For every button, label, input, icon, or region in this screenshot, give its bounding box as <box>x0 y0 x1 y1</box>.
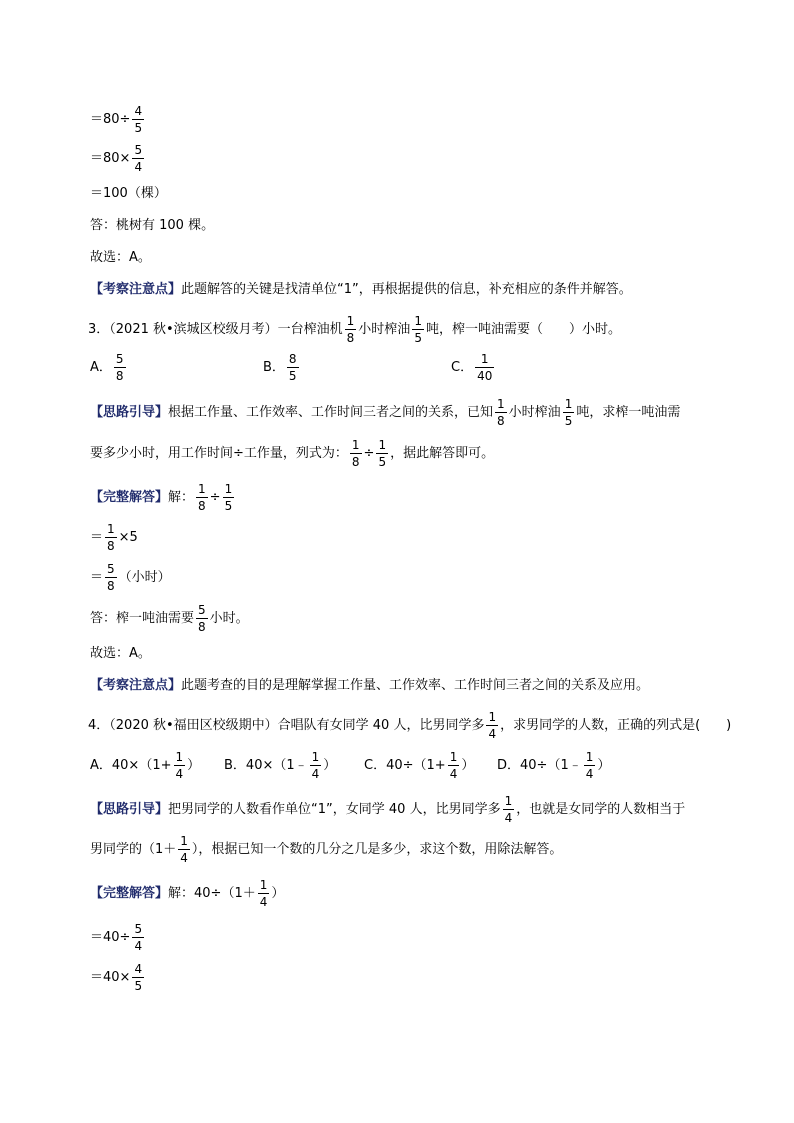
calc-text: ＝40÷ <box>90 929 131 945</box>
numerator: 1 <box>351 438 360 452</box>
solution-text: 解：40÷（1＋ <box>168 885 256 901</box>
option-c[interactable] <box>364 750 474 781</box>
numerator: 1 <box>107 522 115 536</box>
fraction <box>132 962 144 993</box>
denominator: 8 <box>351 455 360 469</box>
solution-tag: 【完整解答】 <box>90 489 169 505</box>
answer-line: 答：桃树有 100 棵。 <box>90 218 215 233</box>
numerator: 5 <box>134 143 143 157</box>
question-3-stem <box>88 314 621 345</box>
denominator: 4 <box>311 767 320 781</box>
numerator: 1 <box>504 794 513 808</box>
option-a[interactable] <box>90 750 200 781</box>
fraction <box>196 603 208 634</box>
calc-text: （小时） <box>118 569 171 585</box>
fraction <box>495 397 507 428</box>
solution-line <box>90 482 236 513</box>
denominator: 5 <box>224 499 233 513</box>
answer-line <box>90 603 249 634</box>
stem-text: 小时榨油 <box>358 321 411 337</box>
question-4-stem <box>88 710 731 741</box>
option-b[interactable] <box>263 352 301 383</box>
note-line <box>90 678 649 694</box>
stem-text: 4．（2020 秋•福田区校级期中）合唱队有女同学 40 人，比男同学多 <box>88 717 485 733</box>
option-text: B．40×（1﹣ <box>224 757 308 773</box>
fraction <box>310 750 322 781</box>
guide-text: 要多少小时，用工作时间÷工作量，列式为： <box>90 445 348 461</box>
denominator: 5 <box>414 331 422 345</box>
numerator: 1 <box>564 397 573 411</box>
fraction <box>132 922 144 953</box>
numerator: 1 <box>311 750 320 764</box>
answer-text: 答：榨一吨油需要 <box>90 610 195 626</box>
guide-text: 男同学的（1＋ <box>90 841 177 857</box>
calc-line <box>90 143 146 174</box>
solution-text: 解： <box>168 489 195 505</box>
numerator: 1 <box>480 352 489 366</box>
numerator: 1 <box>378 438 387 452</box>
denominator: 8 <box>107 579 115 593</box>
calc-line <box>90 922 146 953</box>
option-text: D．40÷（1﹣ <box>497 757 582 773</box>
calc-text: ×5 <box>118 529 138 545</box>
numerator: 1 <box>497 397 505 411</box>
numerator: 1 <box>585 750 594 764</box>
denominator: 4 <box>259 895 268 909</box>
option-text: ） <box>597 757 611 773</box>
fraction <box>114 352 126 383</box>
denominator: 5 <box>288 369 297 383</box>
denominator: 5 <box>378 455 387 469</box>
fraction <box>132 104 144 135</box>
fraction <box>486 710 498 741</box>
guide-tag: 【思路引导】 <box>90 404 169 420</box>
stem-text: ，求男同学的人数，正确的列式是( ) <box>500 717 732 733</box>
operator: ÷ <box>209 489 221 505</box>
fraction <box>178 834 190 865</box>
calc-line <box>90 104 146 135</box>
numerator: 1 <box>449 750 458 764</box>
denominator: 4 <box>488 727 497 741</box>
fraction <box>174 750 186 781</box>
note-line <box>90 282 632 298</box>
solution-line <box>90 878 284 909</box>
note-tag: 【考察注意点】 <box>90 678 182 693</box>
fraction <box>503 794 515 825</box>
fraction <box>132 143 144 174</box>
numerator: 5 <box>115 352 124 366</box>
operator: ÷ <box>363 445 375 461</box>
numerator: 5 <box>134 922 143 936</box>
calc-line <box>90 522 138 553</box>
denominator: 8 <box>115 369 124 383</box>
calc-text: ＝ <box>90 569 104 585</box>
numerator: 1 <box>175 750 184 764</box>
numerator: 5 <box>107 562 115 576</box>
stem-text: 吨，榨一吨油需要（ ）小时。 <box>425 321 621 337</box>
numerator: 1 <box>224 482 233 496</box>
option-label: A． <box>90 359 112 375</box>
note-tag: 【考察注意点】 <box>90 282 182 297</box>
fraction <box>584 750 596 781</box>
calc-text: ＝ <box>90 529 104 545</box>
guide-line <box>90 794 685 825</box>
note-text: 此题考查的目的是理解掌握工作量、工作效率、工作时间三者之间的关系及应用。 <box>181 678 650 693</box>
option-a[interactable] <box>90 352 128 383</box>
option-d[interactable] <box>497 750 610 781</box>
calc-text: ＝80× <box>90 150 131 166</box>
denominator: 8 <box>198 620 206 634</box>
numerator: 1 <box>414 314 422 328</box>
fraction <box>448 750 460 781</box>
option-text: C．40÷（1+ <box>364 757 446 773</box>
fraction <box>105 562 117 593</box>
denominator: 4 <box>449 767 458 781</box>
fraction <box>475 352 494 383</box>
calc-line <box>90 962 146 993</box>
fraction <box>258 878 270 909</box>
option-label: B． <box>263 359 285 375</box>
guide-line <box>90 397 680 428</box>
option-text: A．40×（1+ <box>90 757 172 773</box>
guide-text: ），根据已知一个数的几分之几是多少，求这个数，用除法解答。 <box>191 841 563 857</box>
numerator: 4 <box>134 104 143 118</box>
denominator: 4 <box>180 851 188 865</box>
guide-line <box>90 438 494 469</box>
fraction <box>223 482 235 513</box>
fraction <box>196 482 208 513</box>
guide-tag: 【思路引导】 <box>90 801 169 817</box>
calc-text: ＝80÷ <box>90 111 131 127</box>
option-label: C． <box>451 359 474 375</box>
fraction <box>345 314 357 345</box>
denominator: 8 <box>198 499 206 513</box>
denominator: 4 <box>134 160 143 174</box>
guide-line <box>90 834 562 865</box>
denominator: 8 <box>346 331 355 345</box>
option-text: ） <box>461 757 475 773</box>
numerator: 1 <box>488 710 497 724</box>
denominator: 4 <box>504 811 513 825</box>
calc-line <box>90 562 171 593</box>
fraction <box>350 438 362 469</box>
guide-text: 把男同学的人数看作单位“1”，女同学 40 人，比男同学多 <box>168 801 501 817</box>
denominator: 4 <box>175 767 184 781</box>
numerator: 1 <box>198 482 206 496</box>
fraction <box>563 397 575 428</box>
denominator: 8 <box>107 539 115 553</box>
guide-text: 吨，求榨一吨油需 <box>576 404 681 420</box>
note-text: 此题解答的关键是找清单位“1”，再根据提供的信息，补充相应的条件并解答。 <box>181 282 632 297</box>
denominator: 5 <box>134 979 143 993</box>
fraction <box>376 438 388 469</box>
guide-text: ，据此解答即可。 <box>390 445 495 461</box>
guide-text: ，也就是女同学的人数相当于 <box>516 801 686 817</box>
numerator: 8 <box>288 352 297 366</box>
option-text: ） <box>323 757 337 773</box>
choice-line: 故选：A。 <box>90 646 151 661</box>
guide-text: 根据工作量、工作效率、工作时间三者之间的关系，已知 <box>168 404 494 420</box>
denominator: 8 <box>497 414 505 428</box>
denominator: 4 <box>134 939 143 953</box>
fraction <box>287 352 299 383</box>
option-c[interactable] <box>451 352 496 383</box>
denominator: 5 <box>564 414 573 428</box>
fraction <box>412 314 424 345</box>
numerator: 1 <box>346 314 355 328</box>
denominator: 40 <box>477 369 493 383</box>
stem-text: 3．（2021 秋•滨城区校级月考）一台榨油机 <box>88 321 343 337</box>
solution-text: ） <box>271 885 285 901</box>
denominator: 4 <box>585 767 594 781</box>
option-b[interactable] <box>224 750 336 781</box>
answer-text: 小时。 <box>209 610 249 626</box>
calc-line: ＝100（棵） <box>90 186 167 201</box>
calc-text: ＝40× <box>90 969 131 985</box>
numerator: 1 <box>180 834 188 848</box>
numerator: 5 <box>198 603 206 617</box>
choice-line: 故选：A。 <box>90 250 151 265</box>
numerator: 1 <box>259 878 268 892</box>
fraction <box>105 522 117 553</box>
solution-tag: 【完整解答】 <box>90 885 169 901</box>
guide-text: 小时榨油 <box>508 404 561 420</box>
numerator: 4 <box>134 962 143 976</box>
denominator: 5 <box>134 121 143 135</box>
option-text: ） <box>187 757 201 773</box>
